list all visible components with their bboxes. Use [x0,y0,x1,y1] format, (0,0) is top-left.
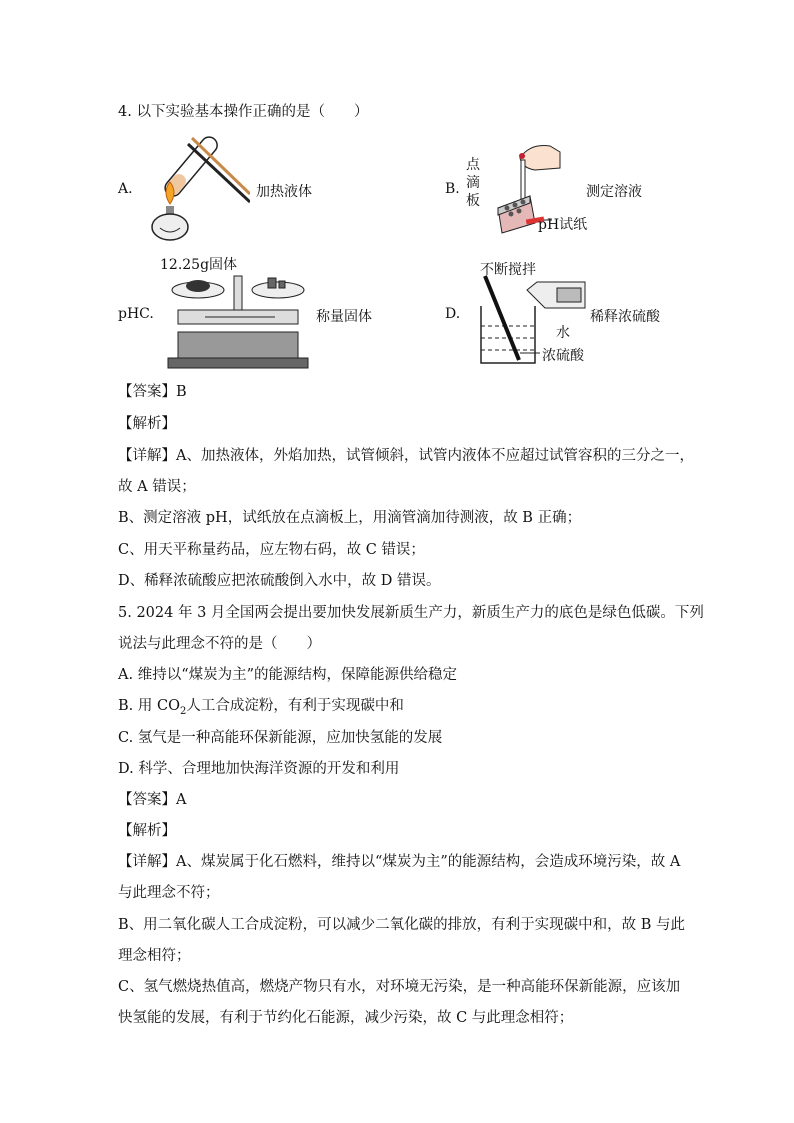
option-a-letter: A. [118,181,133,197]
q4-answer: 【答案】B [118,384,187,400]
q5-option-b-text: B. 用 CO [118,698,180,714]
q5-option-b [118,696,404,722]
q4-stem: 4. 以下实验基本操作正确的是（ ） [118,104,369,120]
q5-detail-line-4: 理念相符； [118,948,191,964]
q5-answer: 【答案】A [118,792,187,808]
label-conc-acid: 浓硫酸 [542,348,584,364]
q4-detail-line-2: 故 A 错误； [118,479,196,495]
q4-detail-line-1: 【详解】A、加热液体，外焰加热，试管倾斜，试管内液体不应超过试管容积的三分之一， [118,448,694,464]
q5-stem-line-1: 5. 2024 年 3 月全国两会提出要加快发展新质生产力，新质生产力的底色是绿色低碳。下列 [118,605,704,621]
q5-analysis-heading: 【解析】 [118,823,176,839]
q5-detail-line-1: 【详解】A、煤炭属于化石燃料，维持以“煤炭为主”的能源结构，会造成环境污染，故 A [118,854,681,870]
option-d-caption: 稀释浓硫酸 [590,309,660,325]
q4-detail-line-5: D、稀释浓硫酸应把浓硫酸倒入水中，故 D 错误。 [118,573,441,589]
option-c-caption: 称量固体 [316,309,372,325]
balance-figure [160,268,310,378]
option-b-caption: 测定溶液 [586,184,642,200]
label-di: 滴 [466,175,480,191]
q5-detail-line-3: B、用二氧化碳人工合成淀粉，可以减少二氧化碳的排放，有利于实现碳中和，故 B 与此 [118,917,686,933]
q4-detail-line-4: C、用天平称量药品，应左物右码，故 C 错误； [118,542,425,558]
q5-option-c: C. 氢气是一种高能环保新能源，应加快氢能的发展 [118,730,443,746]
q4-analysis-heading: 【解析】 [118,416,176,432]
option-c-letter: pHC. [118,306,154,322]
q5-detail-line-6: 快氢能的发展，有利于节约化石能源，减少污染，故 C 与此理念相符； [118,1010,574,1026]
q5-detail-line-2: 与此理念不符； [118,885,220,901]
option-d-letter: D. [445,306,461,322]
label-stir: 不断搅拌 [480,262,536,278]
option-b-letter: B. [445,181,460,197]
label-water: 水 [556,325,570,341]
q5-stem-line-2: 说法与此理念不符的是（ ） [118,636,321,652]
label-ban: 板 [466,193,480,209]
heating-liquid-figure [140,132,250,247]
q5-option-a: A. 维持以“煤炭为主”的能源结构，保障能源供给稳定 [118,667,458,683]
option-a-caption: 加热液体 [256,184,312,200]
q5-option-d: D. 科学、合理地加快海洋资源的开发和利用 [118,761,400,777]
q5-option-b-subscript: 2 [179,705,187,717]
q5-option-b-rest: 人工合成淀粉，有利于实现碳中和 [186,698,404,714]
label-dian: 点 [466,157,480,173]
label-solid-mass: 12.25g固体 [160,257,238,273]
q5-detail-line-5: C、氢气燃烧热值高，燃烧产物只有水，对环境无污染，是一种高能环保新能源，应该加 [118,979,681,995]
q4-detail-line-3: B、测定溶液 pH，试纸放在点滴板上，用滴管滴加待测液，故 B 正确； [118,510,582,526]
label-ph-paper: pH试纸 [538,217,588,233]
